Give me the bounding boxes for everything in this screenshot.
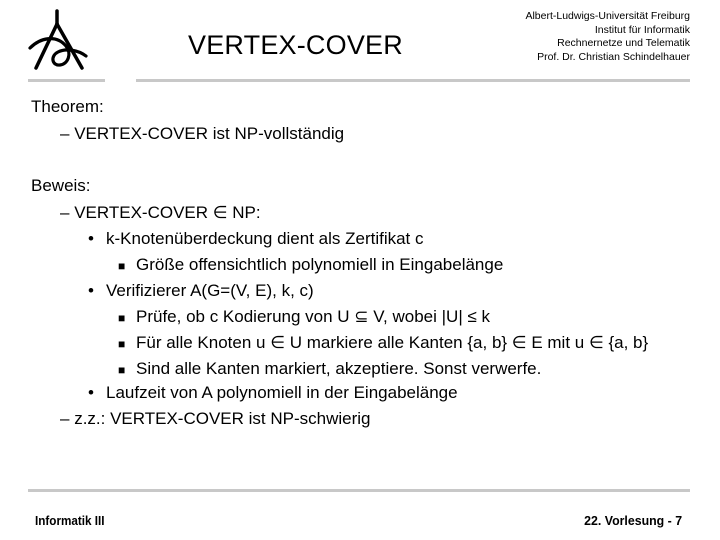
header-divider-right xyxy=(136,79,690,82)
proof-item xyxy=(60,203,261,223)
proof-item-text: VERTEX-COVER ∈ NP: xyxy=(74,203,261,222)
dash-bullet-icon: – xyxy=(60,124,70,143)
proof-subitem xyxy=(88,383,458,403)
theorem-item xyxy=(60,124,344,144)
theorem-heading: Theorem: xyxy=(31,97,104,116)
dot-bullet-icon: • xyxy=(88,229,94,248)
theorem-item-text: VERTEX-COVER ist NP-vollständig xyxy=(74,124,345,143)
footer-course: Informatik III xyxy=(35,513,105,528)
square-bullet-icon: ■ xyxy=(118,311,126,325)
square-bullet-icon: ■ xyxy=(118,363,126,377)
proof-subitem-text: Verifizierer A(G=(V, E), k, c) xyxy=(106,281,314,300)
proof-item-text: z.z.: VERTEX-COVER ist NP-schwierig xyxy=(74,409,371,428)
proof-subitem xyxy=(88,229,424,249)
page-title: VERTEX-COVER xyxy=(188,30,403,60)
proof-subitem-text: k-Knotenüberdeckung dient als Zertifikat c xyxy=(106,229,424,248)
institution-block xyxy=(470,10,690,64)
dash-bullet-icon: – xyxy=(60,203,70,222)
footer-page: 22. Vorlesung - 7 xyxy=(584,513,682,528)
proof-subsubitem-text: Größe offensichtlich polynomiell in Eingabelänge xyxy=(136,255,504,274)
proof-item xyxy=(60,409,371,429)
institution-line: Prof. Dr. Christian Schindelhauer xyxy=(537,50,690,63)
proof-subitem-text: Laufzeit von A polynomiell in der Eingabelänge xyxy=(106,383,458,402)
square-bullet-icon: ■ xyxy=(118,337,126,351)
proof-subsubitem-text: Für alle Knoten u ∈ U markiere alle Kanten {a, b} ∈ E mit u ∈ {a, b} xyxy=(136,333,649,352)
header-divider-left xyxy=(28,79,105,82)
proof-subsubitem xyxy=(118,359,541,380)
proof-subsubitem xyxy=(118,307,490,328)
institution-line: Rechnernetze und Telematik xyxy=(557,37,690,50)
footer-divider xyxy=(28,489,690,492)
dot-bullet-icon: • xyxy=(88,281,94,300)
dot-bullet-icon: • xyxy=(88,383,94,402)
square-bullet-icon: ■ xyxy=(118,259,126,273)
institution-line: Albert-Ludwigs-Universität Freiburg xyxy=(525,10,690,22)
dash-bullet-icon: – xyxy=(60,409,70,428)
proof-subsubitem xyxy=(118,333,648,354)
institution-line: Institut für Informatik xyxy=(594,23,690,36)
proof-subsubitem xyxy=(118,255,503,276)
proof-heading: Beweis: xyxy=(31,176,91,195)
proof-subitem xyxy=(88,281,314,301)
proof-subsubitem-text: Sind alle Kanten markiert, akzeptiere. Sonst verwerfe. xyxy=(136,359,542,378)
university-logo-icon xyxy=(26,8,90,76)
proof-subsubitem-text: Prüfe, ob c Kodierung von U ⊆ V, wobei |U| ≤ k xyxy=(136,307,491,326)
